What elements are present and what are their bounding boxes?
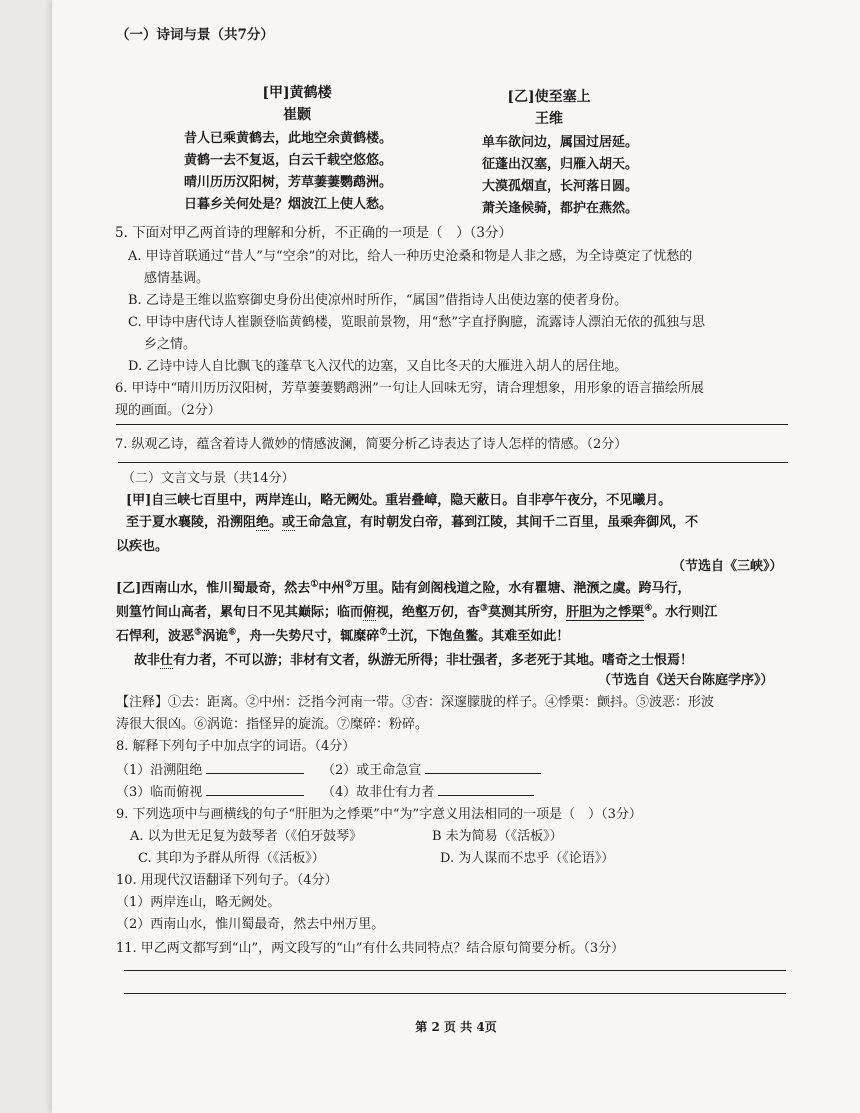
text-a-line: [甲]自三峡七百里中，两岸连山，略无阙处。重岩叠嶂，隐天蔽日。自非亭午夜分，不见曦月。 (126, 493, 672, 508)
q7-stem: 7. 纵观乙诗，蕴含着诗人微妙的情感波澜，简要分析乙诗表达了诗人怎样的情感。（2分） (115, 437, 628, 452)
poem-b-line: 萧关逢候骑，都护在燕然。 (482, 201, 639, 216)
q9-option-c: C. 其印为予群从所得（《活板》） (138, 851, 325, 866)
notes-cont: 涛很大很凶。⑥涡诡：指怪异的旋流。⑦糜碎：粉碎。 (116, 717, 429, 732)
text-b-source: （节选自《送天台陈庭学序》） (598, 673, 774, 688)
q5-option-b: B. 乙诗是王维以监察御史身份出使凉州时所作，“属国”借指诗人出使边塞的使者身份。 (128, 293, 628, 308)
text-a-line: 以疾也。 (116, 539, 169, 554)
notes: 【注释】①去：距离。②中州：泛指今河南一带。③杳：深邃朦胧的样子。④悸栗：颤抖。⑤波恶：形波 (116, 695, 715, 710)
q8-blank-4[interactable] (438, 782, 534, 796)
q10-sentence: （1）两岸连山，略无阙处。 (116, 895, 281, 910)
q11-answer-line[interactable] (124, 970, 786, 971)
q5-option-a-cont: 感情基调。 (144, 271, 210, 286)
q6-stem-cont: 现的画面。（2分） (115, 403, 221, 418)
underlined-sentence: 肝胆为之悸栗 (566, 605, 645, 620)
q8-blank-1[interactable] (206, 760, 304, 774)
section2-heading: （二）文言文与景（共14分） (122, 471, 295, 486)
q6-answer-line[interactable] (116, 424, 788, 425)
poem-a-title: [甲]黄鹤楼 (262, 85, 332, 101)
poem-a-line: 昔人已乘黄鹤去，此地空余黄鹤楼。 (184, 131, 393, 146)
poem-b-author: 王维 (535, 111, 563, 127)
q9-option-d: D. 为人谋而不忠乎（《论语》） (440, 851, 615, 866)
dotted-word: 仕 (160, 653, 174, 668)
text-b-line: 则篁竹间山高者，累旬日不见其巅际；临而俯视，绝壑万仞，杳③莫测其所穷，肝胆为之悸栗④。水行则江 (116, 603, 718, 620)
poem-b-title: [乙]使至塞上 (507, 89, 591, 105)
q10-stem: 10. 用现代汉语翻译下列句子。（4分） (116, 873, 338, 888)
poem-b-line: 大漠孤烟直，长河落日圆。 (482, 179, 639, 194)
text-b-line: 石悍利，波恶⑤涡诡⑥，舟一失势尺寸，辄糜碎⑦土沉，下饱鱼鳖。其难至如此！ (116, 627, 570, 644)
q8-stem: 8. 解释下列句子中加点字的词语。（4分） (116, 739, 356, 754)
page-number: 第 2 页 共 4页 (415, 1020, 497, 1034)
poem-a-line: 晴川历历汉阳树，芳草萋萋鹦鹉洲。 (184, 175, 393, 190)
poem-b-line: 征蓬出汉塞，归雁入胡天。 (482, 157, 639, 172)
poem-a-line: 黄鹤一去不复返，白云千载空悠悠。 (184, 153, 393, 168)
q8-item: （4）故非仕有力者 (322, 782, 534, 802)
text-b-line: [乙]西南山水，惟川蜀最奇，然去①中州②万里。陆有剑阁栈道之险，水有瞿塘、滟滪之虞。跨马行， (116, 579, 691, 596)
poem-a-author: 崔颢 (283, 107, 311, 123)
exam-page (52, 0, 860, 1113)
q5-option-c: C. 甲诗中唐代诗人崔颢登临黄鹤楼，览眼前景物，用“愁”字直抒胸臆，流露诗人漂泊无依的孤独与思 (128, 315, 706, 330)
q8-blank-2[interactable] (425, 760, 541, 774)
q5-option-c-cont: 乡之情。 (144, 337, 197, 352)
q5-option-d: D. 乙诗中诗人自比飘飞的蓬草飞入汉代的边塞，又自比冬天的大雁进入胡人的居住地。 (128, 359, 628, 374)
q9-stem: 9. 下列选项中与画横线的句子“肝胆为之悸栗”中“为”字意义用法相同的一项是（ ）（3分） (116, 807, 642, 822)
q11-stem: 11. 甲乙两文都写到“山”，两文段写的“山”有什么共同特点？结合原句简要分析。（3分） (116, 941, 625, 956)
q5-option-a: A. 甲诗首联通过“昔人”与“空余”的对比，给人一种历史沧桑和物是人非之感，为全诗奠定了忧愁的 (128, 249, 693, 264)
poem-a-line: 日暮乡关何处是？烟波江上使人愁。 (184, 197, 393, 212)
q8-item: （3）临而俯视 (116, 782, 304, 802)
text-b-line: 故非仕有力者，不可以游；非材有文者，纵游无所得；非壮强者，多老死于其地。嗜奇之士恨焉！ (134, 653, 694, 668)
text-a-source: （节选自《三峡》） (672, 559, 783, 574)
q7-answer-line[interactable] (118, 462, 788, 463)
q9-option-a: A. 以为世无足复为鼓琴者（《伯牙鼓琴》 (130, 829, 363, 844)
text-a-line: 至于夏水襄陵，沿溯阻绝。或王命急宣，有时朝发白帝，暮到江陵，其间千二百里，虽乘奔御风，不 (126, 515, 699, 530)
section1-heading: （一）诗词与景（共7分） (116, 27, 274, 43)
q6-stem: 6. 甲诗中“晴川历历汉阳树，芳草萋萋鹦鹉洲”一句让人回味无穷，请合理想象，用形象的语言描绘所展 (115, 381, 704, 396)
q8-blank-3[interactable] (206, 782, 304, 796)
poem-b-line: 单车欲问边，属国过居延。 (482, 135, 639, 150)
q8-item: （2）或王命急宣 (322, 760, 541, 780)
q5-stem: 5. 下面对甲乙两首诗的理解和分析，不正确的一项是（ ）（3分） (115, 225, 513, 241)
dotted-word: 或 (282, 515, 296, 530)
dotted-word: 绝 (256, 515, 270, 530)
q10-sentence: （2）西南山水，惟川蜀最奇，然去中州万里。 (116, 917, 385, 932)
q9-option-b: B 未为简易（《活板》） (432, 829, 563, 844)
q8-item: （1）沿溯阻绝 (116, 760, 304, 780)
dotted-word: 俯 (363, 605, 377, 620)
q11-answer-line[interactable] (124, 993, 786, 994)
